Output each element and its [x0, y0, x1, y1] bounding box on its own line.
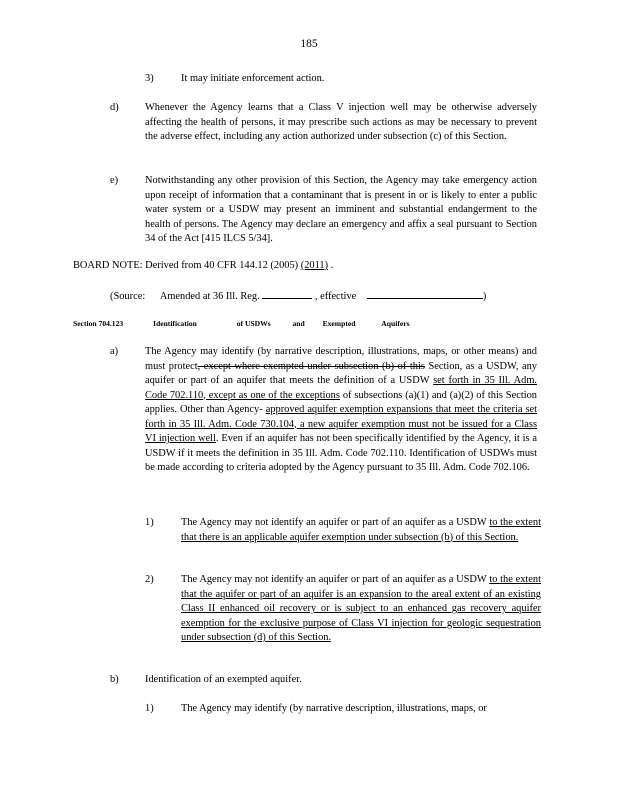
item-a1-part-1: The Agency may not identify an aquifer or part of an aquifer as a USDW — [181, 517, 487, 528]
item-d-text: Whenever the Agency learns that a Class V injection well may be otherwise adversely affecting the health of persons, it may prescribe such actions as may be necessary to prevent the adverse effect, including any action authorized under subsection (c) of this Section. — [145, 102, 537, 142]
section-title-2: of USDWs — [236, 319, 271, 328]
board-note — [73, 259, 333, 274]
item-a-part-1: The Agency may identify (by narrative description, illustrations, maps, or other means) and must protect — [145, 346, 537, 372]
item-a-inserted-1: set forth in 35 Ill. Adm. Code 702.110 — [145, 375, 537, 401]
section-title-5: Aquifers — [381, 319, 410, 328]
board-note-end: . — [330, 260, 334, 271]
item-a2-text — [181, 573, 541, 646]
source-date-blank — [367, 287, 483, 299]
item-a-label: a) — [110, 346, 119, 357]
item-a-text — [145, 345, 537, 476]
item-a-part-2: Section, as a USDW, any aquifer or part of an aquifer that meets the definition of a USDW — [145, 360, 537, 386]
section-title-3: and — [292, 319, 305, 328]
item-e-label: e) — [110, 175, 119, 186]
item-d-label: d) — [110, 102, 119, 113]
source-effective: , effective — [314, 291, 357, 302]
item-e-text: Notwithstanding any other provision of this Section, the Agency may take emergency action upon receipt of information that a contaminant that is present in or is likely to enter a public water system or a USDW may present an imminent and substantial endangerment to the health of persons. The Agency may declare an emergency and affix a seal pursuant to Section 34 of the Act [415 ILCS 5/34]. — [145, 175, 537, 244]
source-close: ) — [482, 291, 487, 302]
section-title-1: Identification — [153, 319, 197, 328]
item-b1-label: 1) — [145, 703, 154, 714]
item-b-label: b) — [110, 674, 119, 685]
board-note-text: BOARD NOTE: Derived from 40 CFR 144.12 (2005) — [73, 260, 299, 271]
item-3-label: 3) — [145, 73, 154, 84]
section-number: Section 704.123 — [73, 319, 124, 328]
item-a-part-3: of subsections (a)(1) and (a)(2) of this Section applies. Other than Agency- — [145, 389, 537, 415]
item-a-part-4: . Even if an aquifer has not been specifically identified by the Agency, it is a USDW if it meets the definition in 35 Ill. Adm. Code 702.110. Identification of USDWs must be made according to criteria adopted by the Agency pursuant to 35 Ill. Adm. Code 702.106. — [145, 433, 538, 473]
item-b1-text: The Agency may identify (by narrative description, illustrations, maps, or — [181, 703, 487, 714]
item-3-text: It may initiate enforcement action. — [181, 73, 325, 84]
item-a1-inserted: to the extent that there is an applicable aquifer exemption under subsection (b) of this Section. — [181, 517, 541, 543]
item-a-struck-text: , except where exempted under subsection (b) of this — [197, 360, 425, 372]
item-a2-part-1: The Agency may not identify an aquifer or part of an aquifer as a USDW — [181, 574, 487, 585]
source-reg-blank — [262, 287, 312, 299]
source-line — [110, 287, 486, 305]
item-a-inserted-3: approved aquifer exemption expansions that meet the criteria set forth in 35 Ill. Adm. Code 730.104, a new aquifer exemption must not be issued for a Class VI injection well — [145, 404, 538, 444]
board-note-year: (2011) — [300, 260, 329, 271]
item-a1-text — [181, 516, 541, 545]
item-a1-label: 1) — [145, 517, 154, 528]
source-text: Amended at 36 Ill. Reg. — [159, 291, 260, 302]
item-a-inserted-2: , except as one of the exceptions — [203, 389, 340, 401]
section-title-4: Exempted — [322, 319, 356, 328]
page-number: 185 — [300, 38, 318, 50]
item-a2-inserted: to the extent that the aquifer or part of an aquifer is an expansion to the areal extent of an existing Class II enhanced oil recovery or is subject to an enhanced gas recovery aquifer exemption for the exclusive purpose of Class VI injection for geologic sequestration under subsection (d) of this Section. — [181, 574, 541, 643]
section-heading — [73, 319, 410, 328]
item-a2-label: 2) — [145, 574, 154, 585]
source-prefix: (Source: — [110, 291, 146, 302]
item-b-text: Identification of an exempted aquifer. — [145, 674, 302, 685]
